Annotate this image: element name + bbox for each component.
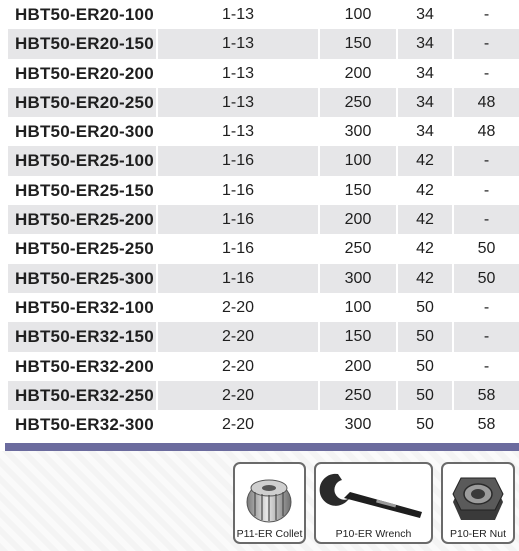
table-row	[8, 205, 519, 234]
diameter-cell: 34	[398, 0, 454, 29]
length-cell: 150	[320, 176, 398, 205]
collet-range-cell: 1-13	[158, 59, 320, 88]
table-row	[8, 117, 519, 146]
accessory-collet[interactable]	[233, 462, 306, 544]
extra-cell: 50	[477, 240, 496, 258]
collet-range-cell: 2-20	[158, 410, 320, 439]
collet-range-cell: 1-13	[158, 88, 320, 117]
length-cell: 300	[320, 410, 398, 439]
length-cell: 300	[320, 264, 398, 293]
length-cell: 150	[320, 322, 398, 351]
diameter-cell: 50	[398, 410, 454, 439]
table-row	[8, 176, 519, 205]
diameter-cell: 50	[398, 381, 454, 410]
diameter-cell: 42	[398, 264, 454, 293]
extra-cell: -	[483, 64, 490, 82]
diameter-cell: 50	[398, 352, 454, 381]
extra-cell: -	[454, 146, 519, 175]
length-cell: 200	[320, 205, 398, 234]
length-cell: 250	[320, 381, 398, 410]
diameter-cell: 42	[398, 146, 454, 175]
model-number-cell: HBT50-ER25-300	[8, 264, 158, 293]
table-row	[8, 59, 519, 88]
extra-cell: -	[483, 357, 490, 375]
collet-range-cell: 1-13	[158, 0, 320, 29]
wrench-icon	[316, 464, 431, 528]
extra-cell: 58	[477, 416, 496, 434]
collet-range-cell: 1-16	[158, 264, 320, 293]
length-cell: 200	[320, 352, 398, 381]
model-number-cell: HBT50-ER25-150	[8, 176, 158, 205]
collet-range-cell: 1-13	[158, 29, 320, 58]
model-number-cell: HBT50-ER32-300	[8, 410, 158, 439]
model-number-cell: HBT50-ER32-100	[8, 293, 158, 322]
extra-cell: 48	[454, 88, 519, 117]
length-cell: 150	[320, 29, 398, 58]
nut-icon	[443, 464, 513, 528]
length-cell: 200	[320, 59, 398, 88]
table-row	[8, 264, 519, 293]
extra-cell: -	[483, 298, 490, 316]
diameter-cell: 42	[398, 176, 454, 205]
extra-cell: 58	[454, 381, 519, 410]
table-row	[8, 88, 519, 117]
length-cell: 250	[320, 234, 398, 263]
model-number-cell: HBT50-ER20-150	[8, 29, 158, 58]
extra-cell: -	[454, 322, 519, 351]
model-number-cell: HBT50-ER25-100	[8, 146, 158, 175]
collet-range-cell: 1-16	[158, 176, 320, 205]
collet-range-cell: 2-20	[158, 322, 320, 351]
accessory-wrench[interactable]	[314, 462, 433, 544]
wrench-caption: P10-ER Wrench	[335, 528, 412, 540]
collet-range-cell: 2-20	[158, 352, 320, 381]
table-row	[8, 322, 519, 351]
collet-range-cell: 1-13	[158, 117, 320, 146]
length-cell: 100	[320, 0, 398, 29]
extra-cell: -	[483, 6, 490, 23]
length-cell: 100	[320, 293, 398, 322]
model-number-cell: HBT50-ER32-150	[8, 322, 158, 351]
diameter-cell: 50	[398, 322, 454, 351]
nut-caption: P10-ER Nut	[449, 528, 507, 540]
spec-table	[8, 0, 519, 439]
table-row	[8, 352, 519, 381]
collet-caption: P11-ER Collet	[236, 528, 303, 540]
diameter-cell: 34	[398, 117, 454, 146]
table-row	[8, 29, 519, 58]
model-number-cell: HBT50-ER20-300	[8, 117, 158, 146]
table-row	[8, 410, 519, 439]
collet-icon	[235, 464, 304, 528]
table-row	[8, 234, 519, 263]
diameter-cell: 50	[398, 293, 454, 322]
length-cell: 300	[320, 117, 398, 146]
length-cell: 100	[320, 146, 398, 175]
model-number-cell: HBT50-ER20-200	[8, 59, 158, 88]
model-number-cell: HBT50-ER20-100	[8, 0, 158, 29]
extra-cell: -	[454, 29, 519, 58]
diameter-cell: 42	[398, 234, 454, 263]
table-row	[8, 293, 519, 322]
accessory-nut[interactable]	[441, 462, 515, 544]
model-number-cell: HBT50-ER25-250	[8, 234, 158, 263]
diameter-cell: 34	[398, 88, 454, 117]
section-divider	[5, 443, 519, 451]
model-number-cell: HBT50-ER20-250	[8, 88, 158, 117]
extra-cell: -	[454, 205, 519, 234]
model-number-cell: HBT50-ER25-200	[8, 205, 158, 234]
extra-cell: 48	[477, 123, 496, 141]
diameter-cell: 34	[398, 59, 454, 88]
diameter-cell: 34	[398, 29, 454, 58]
table-row	[8, 0, 519, 29]
length-cell: 250	[320, 88, 398, 117]
model-number-cell: HBT50-ER32-250	[8, 381, 158, 410]
collet-range-cell: 1-16	[158, 146, 320, 175]
collet-range-cell: 2-20	[158, 381, 320, 410]
collet-range-cell: 1-16	[158, 205, 320, 234]
collet-range-cell: 1-16	[158, 234, 320, 263]
diameter-cell: 42	[398, 205, 454, 234]
extra-cell: -	[483, 181, 490, 199]
collet-range-cell: 2-20	[158, 293, 320, 322]
table-row	[8, 146, 519, 175]
extra-cell: 50	[454, 264, 519, 293]
table-row	[8, 381, 519, 410]
model-number-cell: HBT50-ER32-200	[8, 352, 158, 381]
